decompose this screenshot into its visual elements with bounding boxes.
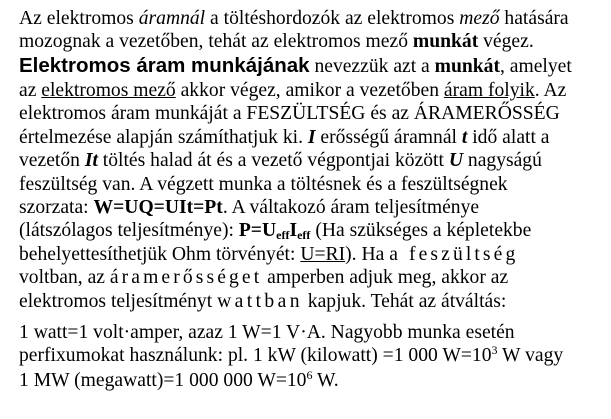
text-run: 1 MW (megawatt)=1 000 000 W=10	[19, 370, 307, 391]
exponent: 3	[491, 343, 498, 357]
ohm-law-formula: U=RI	[300, 244, 346, 265]
text-line	[19, 220, 531, 242]
spaced-term: wattban	[217, 291, 303, 312]
text-line	[19, 80, 566, 102]
text-run: . Az	[534, 80, 567, 101]
text-line	[19, 197, 479, 219]
text-line	[19, 31, 534, 53]
text-line	[19, 267, 508, 289]
formula-part: I	[289, 220, 298, 241]
text-run: vezetőn	[19, 150, 85, 171]
text-line	[19, 291, 506, 313]
text-run: feszültség van. A végzett munka a töltésnek és a feszültségnek	[19, 174, 508, 195]
text-run: amperben adjuk meg, akkor az	[262, 267, 509, 288]
text-line	[19, 244, 518, 266]
text-line	[19, 8, 569, 30]
text-run: nagyságú	[463, 150, 542, 171]
formula-subscript: eff	[297, 228, 311, 242]
text-run: W.	[312, 370, 339, 391]
text-run: töltés halad át és a vezető végpontjai között	[97, 150, 449, 171]
text-run: 1 watt=1 volt·amper, azaz 1 W=1 V·A. Nagyobb munka esetén	[19, 322, 515, 343]
symbol-time: t	[461, 127, 468, 148]
text-run: elektromos teljesítményt	[19, 291, 218, 312]
text-run: ). Ha	[345, 244, 390, 265]
text-run: erősségű áramnál	[315, 127, 462, 148]
symbol-current: I	[307, 127, 316, 148]
text-line	[19, 345, 563, 367]
text-run: W vagy	[497, 345, 564, 366]
text-line	[19, 127, 550, 149]
text-run: mozognak a vezetőben, tehát az elektromos mező	[19, 31, 413, 52]
spaced-term: áramerősséget	[109, 267, 263, 288]
text-run: akkor végez, amikor a vezetőben	[175, 80, 444, 101]
text-run: nevezzük azt a	[309, 56, 435, 77]
text-run: perfixumokat használunk: pl. 1 kW (kilowatt) =1 000 W=10	[19, 345, 492, 366]
text-line	[19, 150, 542, 172]
text-run: behelyettesíthetjük Ohm törvényét:	[19, 244, 301, 265]
text-run: az	[19, 80, 42, 101]
italic-term: áramnál	[138, 8, 206, 29]
text-run: (látszólagos teljesítménye):	[19, 220, 239, 241]
power-formula	[239, 220, 311, 241]
bold-term: munkát	[434, 56, 500, 77]
work-formula: W=UQ=UIt=Pt	[93, 197, 223, 218]
text-run: elektromos áram munkáját a FESZÜLTSÉG és az ÁRAMERŐSSÉG	[19, 103, 560, 124]
text-run: (Ha szükséges a képletekbe	[310, 220, 532, 241]
text-run: végez.	[478, 31, 534, 52]
underlined-term: áram folyik	[443, 80, 535, 101]
italic-term: mező	[459, 8, 500, 29]
text-run: . A váltakozó áram teljesítménye	[222, 197, 480, 218]
underlined-term: elektromos mező	[41, 80, 176, 101]
formula-part: P=U	[238, 220, 277, 241]
text-line	[19, 103, 560, 125]
symbol-voltage: U	[448, 150, 463, 171]
bold-term: munkát	[412, 31, 479, 52]
text-run: szorzata:	[19, 197, 94, 218]
text-run: kapjuk. Tehát az átváltás:	[302, 291, 507, 312]
text-run: voltban, az	[19, 267, 110, 288]
exponent: 6	[306, 368, 313, 382]
text-line	[19, 174, 508, 196]
text-line	[19, 55, 572, 78]
text-line	[19, 370, 339, 392]
symbol-charge: It	[84, 150, 98, 171]
definition-heading: Elektromos áram munkájának	[19, 54, 310, 77]
text-run: a töltéshordozók az elektromos	[205, 8, 460, 29]
text-run: idő alatt a	[467, 127, 550, 148]
text-line	[19, 322, 515, 344]
text-run: Az elektromos	[19, 8, 139, 29]
formula-subscript: eff	[276, 228, 290, 242]
text-run: értelmezése alapján számíthatjuk ki.	[19, 127, 308, 148]
text-run: hatására	[499, 8, 569, 29]
text-run: , amelyet	[500, 56, 572, 77]
spaced-term: a feszültség	[389, 244, 519, 265]
